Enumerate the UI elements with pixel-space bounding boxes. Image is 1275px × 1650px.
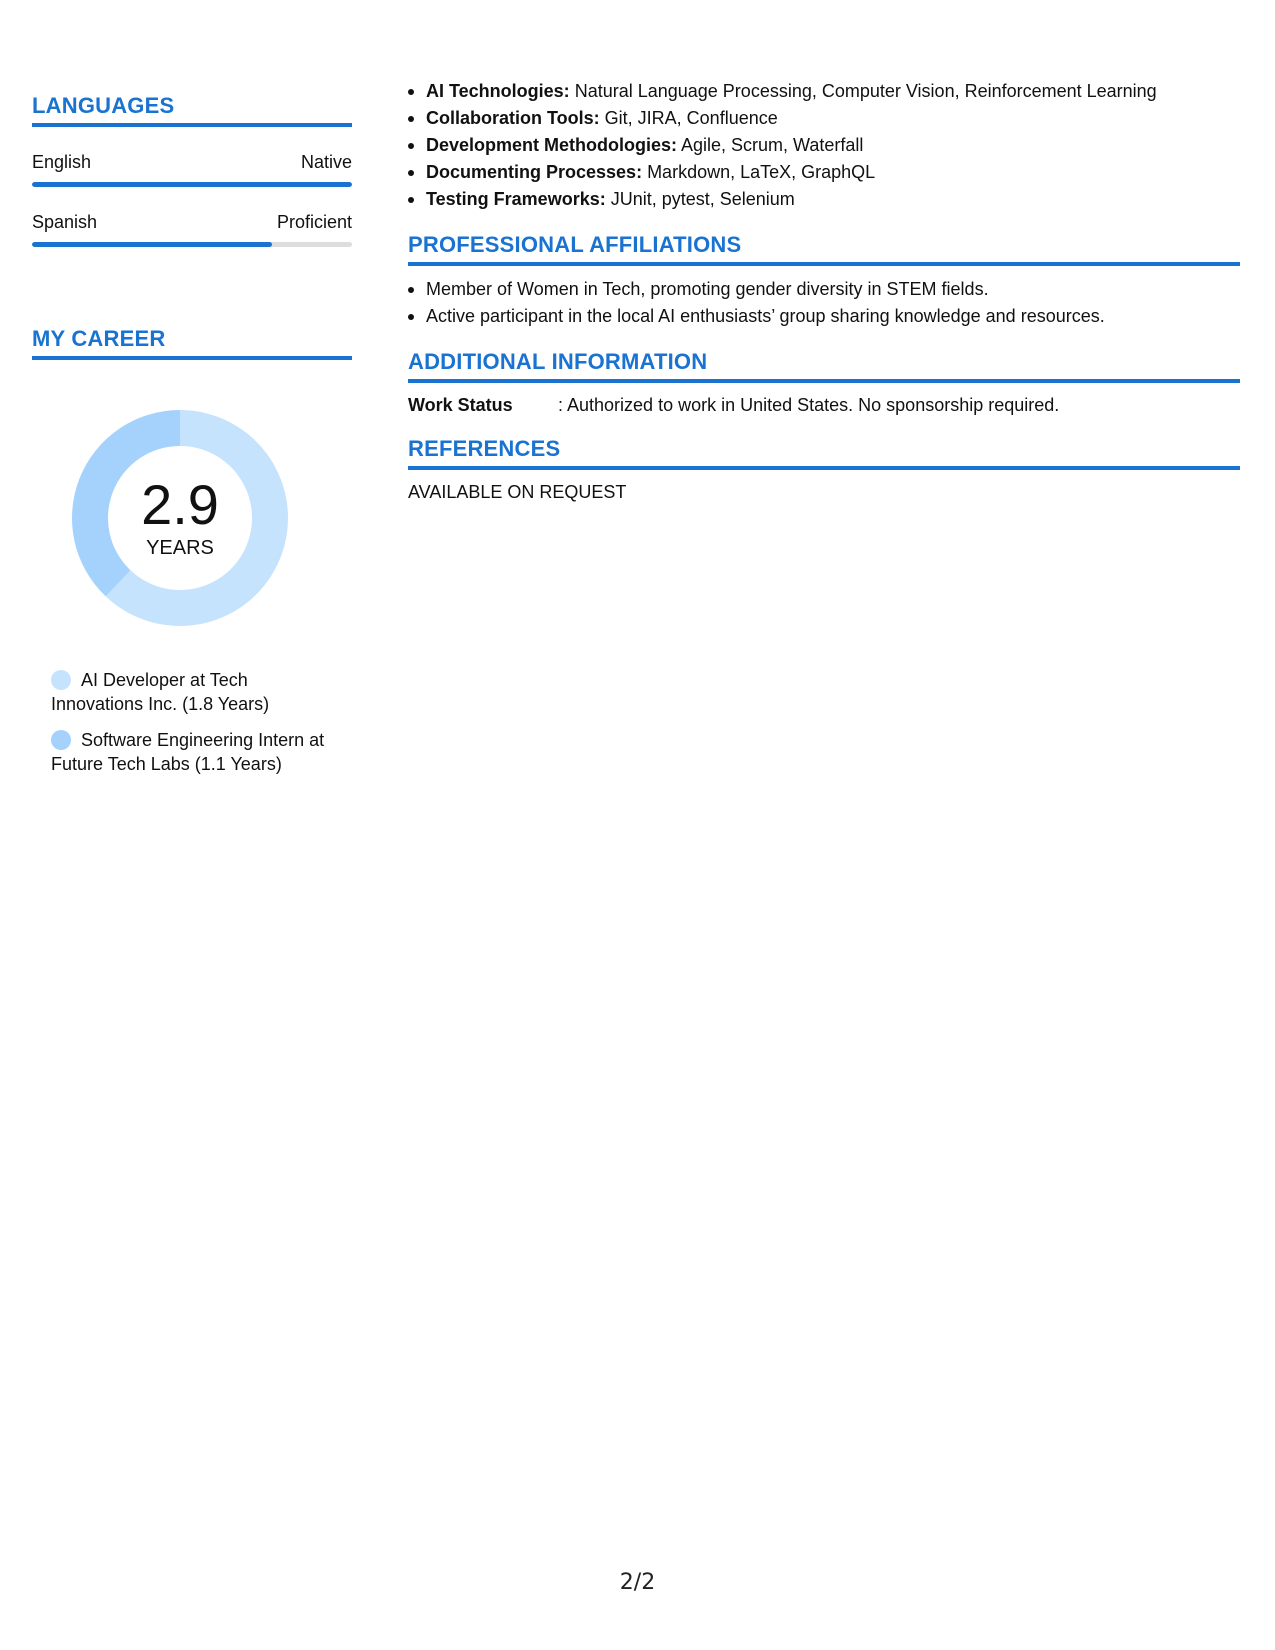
- language-row: [32, 151, 352, 173]
- skill-item: [426, 105, 1240, 132]
- work-status-value: : Authorized to work in United States. No sponsorship required.: [558, 395, 1060, 415]
- skill-item: [426, 159, 1240, 186]
- work-status-label: Work Status: [408, 395, 513, 415]
- skill-text: JUnit, pytest, Selenium: [605, 189, 795, 209]
- language-item-spanish: [32, 211, 352, 247]
- affiliations-section: [408, 231, 1240, 330]
- career-legend-item: [51, 668, 341, 716]
- sidebar: [32, 92, 352, 788]
- language-proficiency-fill: [32, 242, 272, 247]
- career-total-unit: YEARS: [146, 537, 214, 559]
- references-section: [408, 435, 1240, 504]
- skill-label: Documenting Processes:: [426, 162, 643, 182]
- legend-dot-icon: [51, 730, 71, 750]
- language-row: [32, 211, 352, 233]
- language-proficiency-fill: [32, 182, 352, 187]
- career-legend-label: AI Developer at Tech Innovations Inc. (1.8 Years): [51, 670, 270, 714]
- references-title: REFERENCES: [408, 435, 1240, 470]
- skills-list: [408, 78, 1240, 213]
- language-name: English: [32, 152, 92, 172]
- legend-dot-icon: [51, 670, 71, 690]
- skill-label: AI Technologies:: [426, 81, 570, 101]
- affiliation-item: Member of Women in Tech, promoting gender diversity in STEM fields.: [426, 276, 1240, 303]
- affiliations-list: [408, 276, 1240, 330]
- language-level: Proficient: [276, 212, 352, 232]
- skill-item: [426, 78, 1240, 105]
- skill-item: [426, 132, 1240, 159]
- skill-text: Git, JIRA, Confluence: [599, 108, 778, 128]
- career-donut-chart: [66, 404, 294, 632]
- affiliation-item: Active participant in the local AI enthusiasts’ group sharing knowledge and resources.: [426, 303, 1240, 330]
- skill-label: Collaboration Tools:: [426, 108, 600, 128]
- language-name: Spanish: [32, 212, 98, 232]
- skill-label: Development Methodologies:: [426, 135, 678, 155]
- career-donut-center: [66, 404, 294, 632]
- page-number: 2/2: [619, 1570, 656, 1595]
- language-item-english: [32, 151, 352, 187]
- career-total-value: 2.9: [141, 473, 219, 536]
- career-legend-item: [51, 728, 341, 776]
- additional-info-section: [408, 348, 1240, 417]
- career-legend: [32, 668, 341, 776]
- languages-title: LANGUAGES: [32, 92, 352, 127]
- skill-text: Agile, Scrum, Waterfall: [677, 135, 864, 155]
- affiliations-title: PROFESSIONAL AFFILIATIONS: [408, 231, 1240, 266]
- language-level: Native: [300, 152, 352, 172]
- languages-section: [32, 92, 352, 247]
- language-proficiency-bar: [32, 242, 352, 247]
- skill-label: Testing Frameworks:: [426, 189, 606, 209]
- work-status-row: [408, 393, 1240, 417]
- career-section: [32, 325, 352, 776]
- language-proficiency-bar: [32, 182, 352, 187]
- skill-item: [426, 186, 1240, 213]
- career-legend-label: Software Engineering Intern at Future Tech Labs (1.1 Years): [51, 730, 325, 774]
- career-title: MY CAREER: [32, 325, 352, 360]
- main-column: [408, 78, 1240, 504]
- additional-info-title: ADDITIONAL INFORMATION: [408, 348, 1240, 383]
- skill-text: Markdown, LaTeX, GraphQL: [642, 162, 876, 182]
- skill-text: Natural Language Processing, Computer Vision, Reinforcement Learning: [569, 81, 1157, 101]
- references-text: AVAILABLE ON REQUEST: [408, 482, 627, 502]
